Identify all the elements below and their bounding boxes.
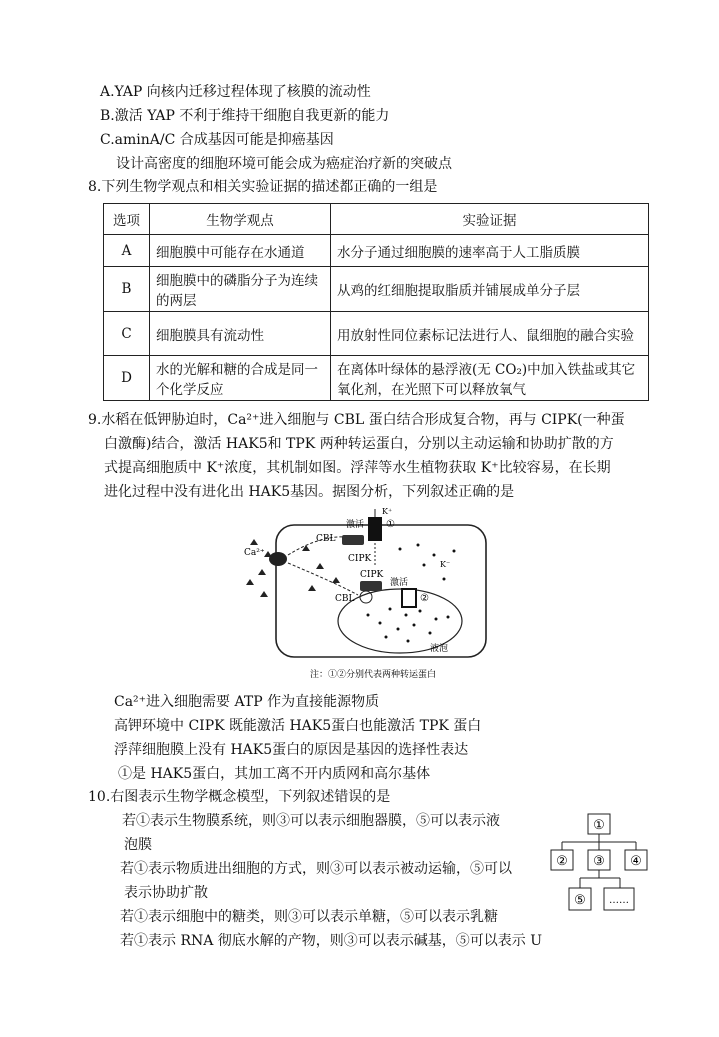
col-header-evidence: 实验证据 <box>331 204 649 235</box>
row-view: 细胞膜中的磷脂分子为连续的两层 <box>150 267 331 312</box>
q7-option-d: 设计高密度的细胞环境可能会成为癌症治疗新的突破点 <box>116 156 452 172</box>
col-header-view: 生物学观点 <box>150 204 331 235</box>
table-row <box>104 312 649 356</box>
table-header-row <box>104 204 649 235</box>
row-view: 水的光解和糖的合成是同一个化学反应 <box>150 356 331 401</box>
q10-option-a-cont: 泡膜 <box>124 837 152 853</box>
table-row <box>104 356 649 401</box>
k-minus-label: K⁻ <box>440 560 451 569</box>
row-evidence: 从鸡的红细胞提取脂质并铺展成单分子层 <box>331 267 649 312</box>
diagram-note: 注：①②分别代表两种转运蛋白 <box>310 670 437 680</box>
row-evidence: 在离体叶绿体的悬浮液(无 CO₂)中加入铁盐或其它氧化剂，在光照下可以释放氧气 <box>331 356 649 401</box>
row-evidence: 用放射性同位素标记法进行人、鼠细胞的融合实验 <box>331 312 649 356</box>
node-dots: …… <box>609 895 629 906</box>
transporter-1 <box>368 517 382 541</box>
q10-option-d: 若①表示 RNA 彻底水解的产物，则③可以表示碱基，⑤可以表示 U <box>120 933 543 949</box>
row-option: B <box>104 267 150 312</box>
table-row <box>104 267 649 312</box>
table-row <box>104 235 649 267</box>
cipk-top-label: CIPK <box>348 554 372 564</box>
node-2: ② <box>556 854 568 869</box>
q10-option-b-cont: 表示协助扩散 <box>124 885 208 901</box>
cbl-top <box>342 535 364 545</box>
q10-stem: 10.右图表示生物学概念模型，下列叙述错误的是 <box>88 789 391 805</box>
q9-option-d: ①是 HAK5蛋白，其加工离不开内质网和高尔基体 <box>118 766 431 782</box>
node-3: ③ <box>593 854 605 869</box>
cbl-bottom <box>360 591 372 603</box>
ca-channel <box>269 552 287 566</box>
col-header-option: 选项 <box>104 204 150 235</box>
q10-option-b: 若①表示物质进出细胞的方式，则③可以表示被动运输，⑤可以 <box>120 861 512 877</box>
row-view: 细胞膜中可能存在水通道 <box>150 235 331 267</box>
q8-table <box>103 203 649 401</box>
q10-option-a: 若①表示生物膜系统，则③可以表示细胞器膜，⑤可以表示液 <box>122 813 500 829</box>
q7-option-b: B.激活 YAP 不利于维持干细胞自我更新的能力 <box>100 108 390 124</box>
activate-bottom-label: 激活 <box>390 578 409 588</box>
row-option: D <box>104 356 150 401</box>
concept-model-diagram <box>548 812 658 918</box>
q7-option-a: A.YAP 向核内迁移过程体现了核膜的流动性 <box>100 84 371 100</box>
cell-mechanism-diagram <box>240 505 490 685</box>
num-2: ② <box>420 593 429 604</box>
cbl-bottom-label: CBL <box>335 594 355 604</box>
q7-option-c: C.aminA/C 合成基因可能是抑癌基因 <box>100 132 334 148</box>
q10-option-c: 若①表示细胞中的糖类，则③可以表示单糖，⑤可以表示乳糖 <box>120 909 498 925</box>
activate-top-label: 激活 <box>346 520 365 530</box>
q9-stem-line-2: 白激酶)结合，激活 HAK5和 TPK 两种转运蛋白，分别以主动运输和协助扩散的方 <box>104 436 614 452</box>
cbl-top-label: CBL <box>316 534 336 544</box>
num-1: ① <box>386 519 395 530</box>
node-5: ⑤ <box>574 893 586 908</box>
q9-stem-line-3: 式提高细胞质中 K⁺浓度，其机制如图。浮萍等水生植物获取 K⁺比较容易，在长期 <box>104 460 611 476</box>
k-plus-label: K⁺ <box>382 507 393 516</box>
cipk-bottom-label: CIPK <box>360 570 384 580</box>
q9-stem-line-4: 进化过程中没有进化出 HAK5基因。据图分析，下列叙述正确的是 <box>104 484 515 500</box>
q9-option-b: 高钾环境中 CIPK 既能激活 HAK5蛋白也能激活 TPK 蛋白 <box>114 718 482 734</box>
node-1: ① <box>593 818 605 833</box>
row-option: C <box>104 312 150 356</box>
row-option: A <box>104 235 150 267</box>
cipk-bottom <box>360 581 382 591</box>
q8-stem: 8.下列生物学观点和相关实验证据的描述都正确的一组是 <box>88 179 438 195</box>
row-evidence: 水分子通过细胞膜的速率高于人工脂质膜 <box>331 235 649 267</box>
ca-label: Ca²⁺ <box>244 548 265 558</box>
node-4: ④ <box>630 854 642 869</box>
q9-option-c: 浮萍细胞膜上没有 HAK5蛋白的原因是基因的选择性表达 <box>114 742 469 758</box>
q9-stem-line-1: 9.水稻在低钾胁迫时，Ca²⁺进入细胞与 CBL 蛋白结合形成复合物，再与 CIPK(一种蛋 <box>88 412 625 428</box>
row-view: 细胞膜具有流动性 <box>150 312 331 356</box>
vacuole-label: 液泡 <box>430 644 449 654</box>
q9-option-a: Ca²⁺进入细胞需要 ATP 作为直接能源物质 <box>114 694 380 710</box>
transporter-2 <box>402 589 416 607</box>
